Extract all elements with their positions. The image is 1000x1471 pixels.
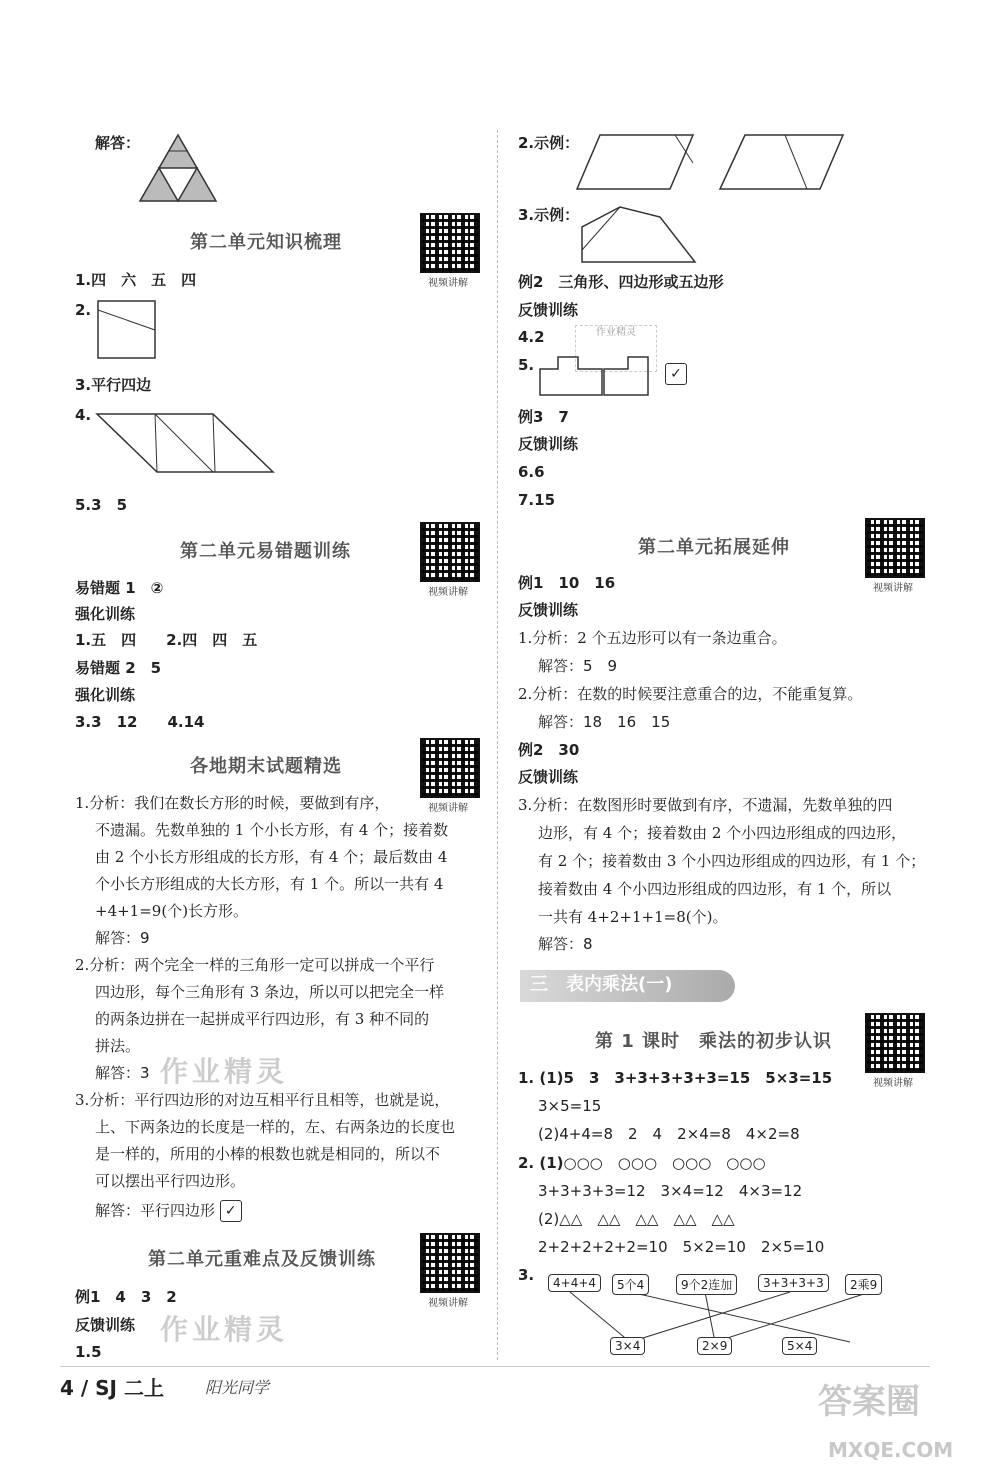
lesson-q1-1: 1. (1)5 3 3+3+3+3+3=15 5×3=15 [518,1069,833,1087]
section-title-key-points: 第二单元重难点及反馈训练 [148,1249,376,1270]
ext-example1: 例1 10 16 [518,574,616,592]
page-number: 4 / SJ 二上 [60,1376,164,1400]
unit-title: 三 表内乘法(一) [530,974,673,995]
square-figure [97,300,157,360]
ext-feedback-label: 反馈训练 [518,601,579,619]
qr-code[interactable] [420,213,480,273]
qr-code[interactable] [420,738,480,798]
check-icon: ✓ [220,1200,242,1222]
exam-a3-text: 解答：平行四边形 [95,1201,216,1220]
r-feedback-label-2: 反馈训练 [518,435,579,453]
section-title-knowledge: 第二单元知识梳理 [190,232,342,253]
brand-logo: 阳光同学 [205,1378,270,1397]
r-q5-label: 5. [518,356,535,374]
reinforce-label: 强化训练 [75,605,136,623]
stamp-watermark: 作业精灵 [575,325,657,372]
footer-rule [60,1366,930,1367]
lesson-title: 第 1 课时 乘法的初步认识 [595,1031,833,1052]
lesson-q2-3: (2)△△ △△ △△ △△ △△ [538,1210,735,1228]
reinforce-answers-2: 3.3 12 4.14 [75,713,205,731]
lesson-q1-3: (2)4+4=8 2 4 2×4=8 4×2=8 [538,1125,800,1143]
exam-q2-line: 拼法。 [95,1037,141,1055]
match-top-box: 5个4 [612,1274,649,1295]
exam-q1-line: 1.分析：我们在数长方形的时候，要做到有序， [75,794,390,812]
exam-q1-line: 个小长方形组成的大长方形，有 1 个。所以一共有 4 [95,875,444,893]
exam-a3 [95,1200,242,1222]
section-title-exams: 各地期末试题精选 [190,756,342,777]
r-example3: 例3 7 [518,408,569,426]
qr-code[interactable] [420,1233,480,1293]
shape-figure [538,355,663,397]
watermark: 作业精灵 [160,1313,289,1346]
exam-q3-line: 3.分析：平行四边形的对边互相平行且相等，也就是说， [75,1091,450,1109]
qr-code[interactable] [865,1013,925,1073]
ext-a3: 解答：8 [538,935,593,953]
r-q3-label: 3.示例： [518,206,580,224]
qr-label: 视频讲解 [428,1298,468,1309]
match-top-box: 9个2连加 [676,1274,737,1295]
exam-a1: 解答：9 [95,929,150,947]
parallelogram-examples [575,133,845,193]
exam-q3-line: 是一样的，所用的小棒的根数也就是相同的，所以不 [95,1145,441,1163]
watermark: 作业精灵 [160,1055,289,1088]
r-feedback-label: 反馈训练 [518,301,579,319]
answer-label: 解答： [95,134,141,152]
lesson-q2-4: 2+2+2+2+2=10 5×2=10 2×5=10 [538,1238,825,1256]
q2-label: 2. [75,301,92,319]
ext-q3-line: 有 2 个；接着数由 3 个小四边形组成的四边形，有 1 个； [538,852,926,870]
ext-q1: 1.分析：2 个五边形可以有一条边重合。 [518,629,787,647]
ext-a2: 解答：18 16 15 [538,713,671,731]
check-icon: ✓ [665,363,687,385]
match-top-box: 3+3+3+3 [758,1274,829,1292]
section-title-extension: 第二单元拓展延伸 [638,537,790,558]
pentagon-figure [580,205,700,265]
exam-a2: 解答：3 [95,1064,150,1082]
exam-q1-line: 由 2 个小长方形组成的长方形，有 4 个；最后数由 4 [95,848,448,866]
lesson-q2-2: 3+3+3+3=12 3×4=12 4×3=12 [538,1182,803,1200]
reinforce-answers-1: 1.五 四 2.四 四 五 [75,631,258,649]
qr-code[interactable] [865,518,925,578]
q3-answer: 3.平行四边 [75,376,152,394]
lesson-q3-label: 3. [518,1266,535,1284]
qr-label: 视频讲解 [873,583,913,594]
ext-q2: 2.分析：在数的时候要注意重合的边，不能重复算。 [518,685,863,703]
r-q2-label: 2.示例： [518,134,580,152]
match-top-box: 4+4+4 [548,1274,601,1292]
lesson-q1-2: 3×5=15 [538,1097,602,1115]
match-top-box: 2乘9 [845,1274,882,1295]
qr-code[interactable] [420,522,480,582]
ext-a1: 解答：5 9 [538,657,618,675]
ext-q3-line: 3.分析：在数图形时要做到有序，不遗漏，先数单独的四 [518,796,893,814]
qr-label: 视频讲解 [873,1078,913,1089]
error-q2: 易错题 2 5 [75,659,162,677]
match-bottom-box: 2×9 [697,1337,732,1355]
qr-label: 视频讲解 [428,278,468,289]
match-bottom-box: 3×4 [610,1337,645,1355]
exam-q1-line: 不遗漏。先数单独的 1 个小长方形，有 4 个；接着数 [95,821,449,839]
q5-answer: 5.3 5 [75,496,128,514]
exam-q3-line: 上、下两条边的长度是一样的，左、右两条边的长度也 [95,1118,456,1136]
qr-label: 视频讲解 [428,803,468,814]
exam-q1-line: +4+1=9(个)长方形。 [95,902,249,920]
ext-q3-line: 接着数由 4 个小四边形组成的四边形，有 1 个，所以 [538,880,892,898]
column-divider [497,130,498,1360]
lesson-q2-1: 2. (1)○○○ ○○○ ○○○ ○○○ [518,1154,766,1172]
r-q6: 6.6 [518,463,545,481]
qr-label: 视频讲解 [428,587,468,598]
example1-answer: 例1 4 3 2 [75,1288,177,1306]
corner-watermark-url: MXQE.COM [828,1438,954,1462]
feedback-q1: 1.5 [75,1343,102,1361]
ext-q3-line: 边形，有 4 个；接着数由 2 个小四边形组成的四边形， [538,824,907,842]
reinforce-label-2: 强化训练 [75,686,136,704]
error-q1: 易错题 1 ② [75,579,164,597]
ext-feedback-label-2: 反馈训练 [518,768,579,786]
r-example2: 例2 三角形、四边形或五边形 [518,273,724,291]
q1-answer: 1.四 六 五 四 [75,271,197,289]
exam-q2-line: 四边形，每个三角形有 3 条边，所以可以把完全一样 [95,983,445,1001]
parallelogram-figure [95,410,275,475]
match-bottom-box: 5×4 [782,1337,817,1355]
corner-watermark: 答案圈 [818,1382,920,1422]
triangle-figure [138,133,218,203]
ext-example2: 例2 30 [518,741,580,759]
section-title-errors: 第二单元易错题训练 [180,541,351,562]
r-q7: 7.15 [518,491,556,509]
feedback-label: 反馈训练 [75,1316,136,1334]
exam-q3-line: 可以摆出平行四边形。 [95,1172,246,1190]
exam-q2-line: 的两条边拼在一起拼成平行四边形，有 3 种不同的 [95,1010,430,1028]
exam-q2-line: 2.分析：两个完全一样的三角形一定可以拼成一个平行 [75,956,435,974]
q4-label: 4. [75,406,92,424]
ext-q3-line: 一共有 4+2+1+1=8(个)。 [538,908,728,926]
r-q4: 4.2 [518,328,545,346]
